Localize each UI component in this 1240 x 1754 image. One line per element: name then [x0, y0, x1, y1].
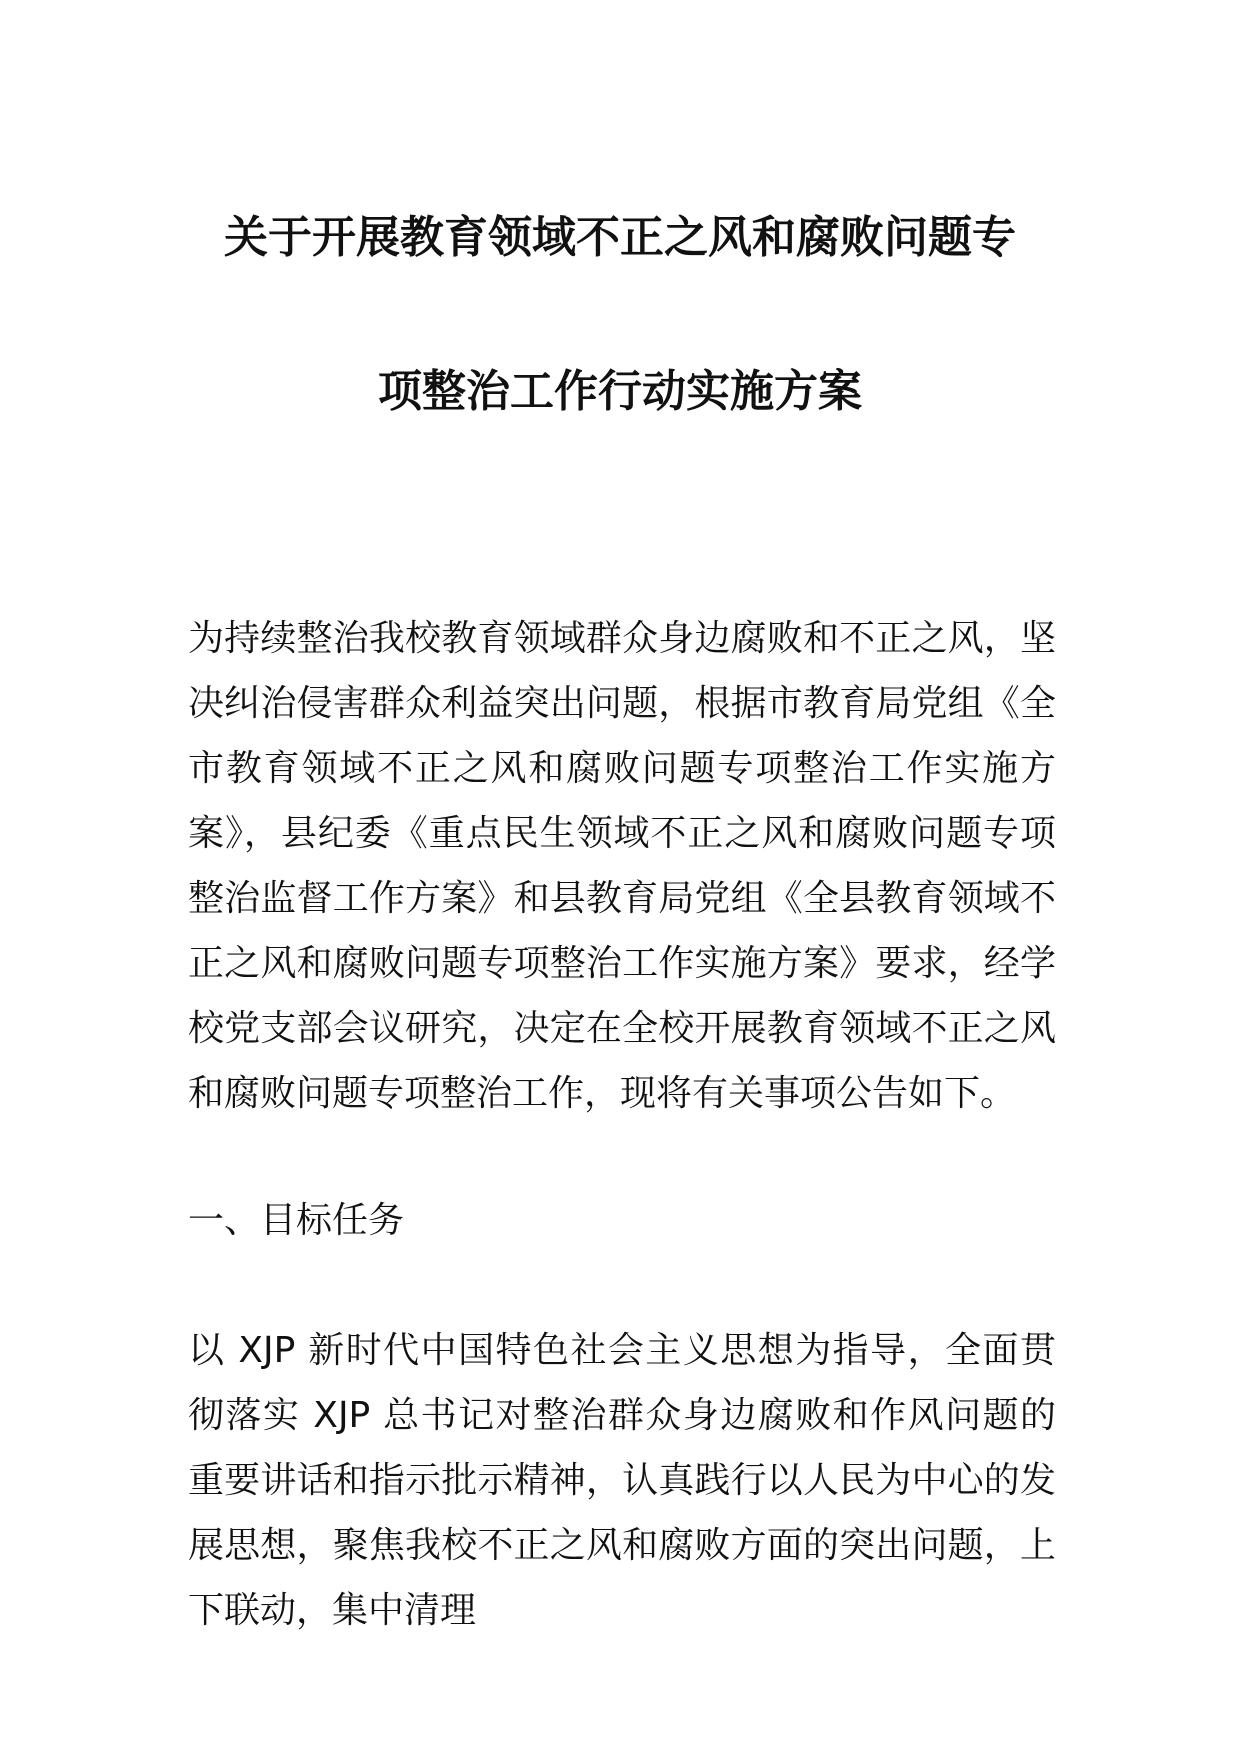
- intro-paragraph: 为持续整治我校教育领域群众身边腐败和不正之风，坚决纠治侵害群众利益突出问题，根据市教育局党组《全市教育领域不正之风和腐败问题专项整治工作实施方案》，县纪委《重点民生领域不正之风和腐败问题专项整治监督工作方案》和县教育局党组《全县教育领域不正之风和腐败问题专项整治工作实施方案》要求，经学校党支部会议研究，决定在全校开展教育领域不正之风和腐败问题专项整治工作，现将有关事项公告如下。: [188, 618, 1056, 1114]
- title-line-1: 关于开展教育领域不正之风和腐败问题专: [224, 212, 1016, 263]
- title-line-2: 项整治工作行动实施方案: [378, 366, 862, 417]
- section-paragraph-goals: 以 XJP 新时代中国特色社会主义思想为指导，全面贯彻落实 XJP 总书记对整治群众身边腐败和作风问题的重要讲话和指示批示精神，认真践行以人民为中心的发展思想，聚焦我校不正之风和腐败方面的突出问题，上下联动，集中清理: [188, 1330, 1056, 1631]
- section-heading-goals: 一、目标任务: [188, 1200, 405, 1241]
